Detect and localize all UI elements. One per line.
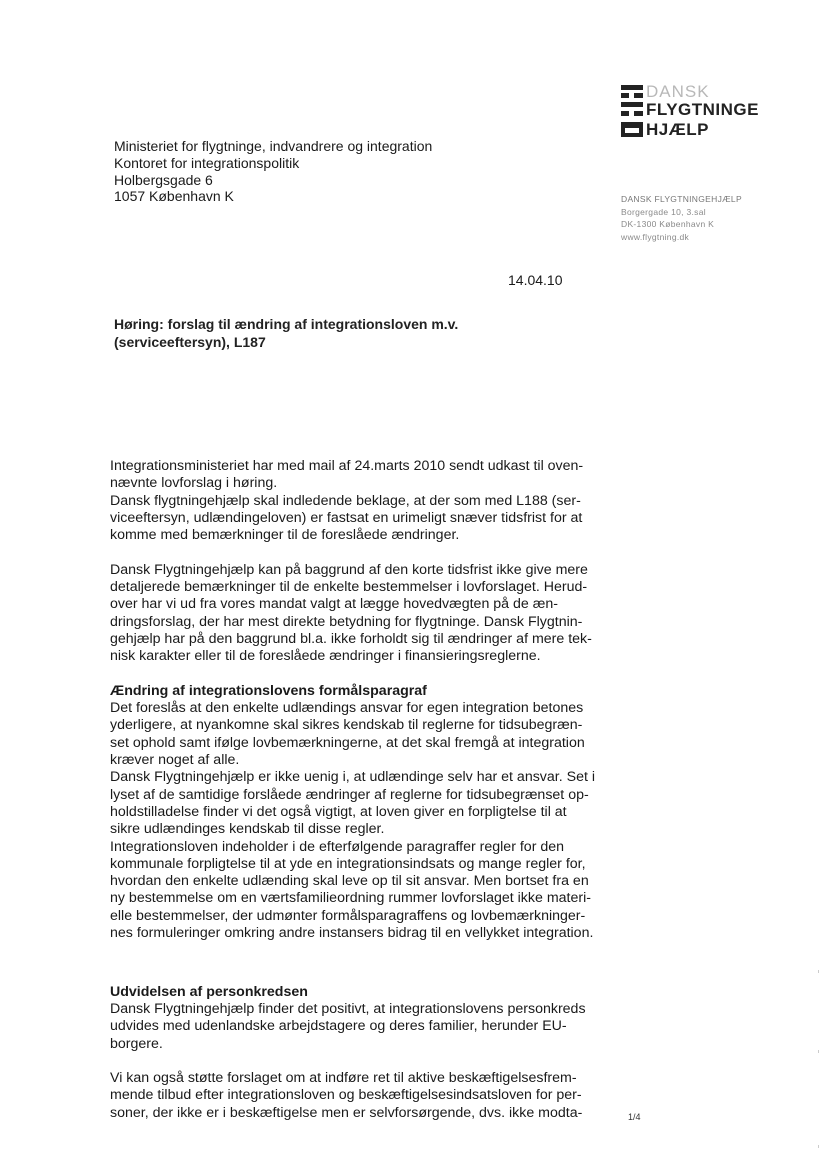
logo-text-hjaelp: HJÆLP xyxy=(646,120,709,139)
scan-artifact xyxy=(818,1050,819,1053)
paragraph-deadline xyxy=(110,562,630,666)
section-heading-purpose: Ændring af integrationslovens formålsparagraf xyxy=(110,682,427,699)
paragraph-employment xyxy=(110,1070,630,1122)
letter-body xyxy=(110,458,630,1122)
paragraph-purpose xyxy=(110,700,630,942)
text-line: kommunale forpligtelse til at yde en integrationsindsats og mange regler for, xyxy=(110,855,586,872)
text-line: ny bestemmelse om en værtsfamilieordning rummer lovforslaget ikke materi- xyxy=(110,890,591,907)
sender-address xyxy=(621,193,742,243)
text-line: Det foreslås at den enkelte udlændings ansvar for egen integration betones xyxy=(110,700,584,717)
text-line: udvides med udenlandske arbejdstagere og deres familier, herunder EU- xyxy=(110,1018,567,1035)
subject-line: (serviceeftersyn), L187 xyxy=(114,333,266,350)
sender-city: DK-1300 København K xyxy=(621,219,715,230)
paragraph-intro xyxy=(110,458,630,544)
text-line: lyset af de samtidige forslåede ændringer af reglerne for tidsubegrænset op- xyxy=(110,786,589,803)
text-line: komme med bemærkninger til de foreslåede ændringer. xyxy=(110,527,460,544)
text-line: nævnte lovforslag i høring. xyxy=(110,475,278,492)
text-line: detaljerede bemærkninger til de enkelte bestemmelser i lovforslaget. Herud- xyxy=(110,579,588,596)
text-line: gehjælp har på den baggrund bl.a. ikke forholdt sig til ændringer af mere tek- xyxy=(110,630,592,647)
page-number: 1/4 xyxy=(628,1112,641,1122)
text-line: Integrationsloven indeholder i de efterfølgende paragraffer regler for den xyxy=(110,838,565,855)
text-line: Dansk Flygtningehjælp kan på baggrund af den korte tidsfrist ikke give mere xyxy=(110,561,588,578)
section-heading-personkreds: Udvidelsen af personkredsen xyxy=(110,983,308,1000)
text-line: sikre udlændinges kendskab til disse regler. xyxy=(110,821,385,838)
recipient-line: Kontoret for integrationspolitik xyxy=(114,154,300,171)
text-line: dringsforslag, der har mest direkte betydning for flygtninge. Dansk Flygtnin- xyxy=(110,613,583,630)
sender-street: Borgergade 10, 3.sal xyxy=(621,206,706,217)
text-line: kræver noget af alle. xyxy=(110,752,240,769)
text-line: borgere. xyxy=(110,1035,163,1052)
recipient-line: Holbergsgade 6 xyxy=(114,171,213,188)
scan-artifact xyxy=(818,970,819,973)
scan-artifact xyxy=(818,1145,819,1148)
text-line: holdstilladelse finder vi det også vigtigt, at loven giver en forpligtelse til at xyxy=(110,803,567,820)
logo-text-dansk: DANSK xyxy=(646,82,710,101)
text-line: over har vi ud fra vores mandat valgt at lægge hovedvægten på de æn- xyxy=(110,596,558,613)
subject-line: Høring: forslag til ændring af integrationsloven m.v. xyxy=(114,316,459,332)
text-line: hvordan den enkelte udlænding skal leve op til sit ansvar. Men bortset fra en xyxy=(110,873,589,890)
text-line: viceeftersyn, udlændingeloven) er fastsat en urimeligt snæver tidsfrist for at xyxy=(110,509,583,526)
text-line: Dansk Flygtningehjælp er ikke uenig i, at udlændinge selv har et ansvar. Set i xyxy=(110,769,596,786)
text-line: Integrationsministeriet har med mail af 24.marts 2010 sendt udkast til oven- xyxy=(110,458,584,474)
text-line: soner, der ikke er i beskæftigelse men er selvforsørgende, dvs. ikke modta- xyxy=(110,1104,583,1121)
text-line: Vi kan også støtte forslaget om at indføre ret til aktive beskæftigelsesfrem- xyxy=(110,1070,577,1087)
letter-subject xyxy=(114,316,458,351)
recipient-address xyxy=(114,138,432,205)
sender-org-name: DANSK FLYGTNINGEHJÆLP xyxy=(621,194,742,204)
text-line: elle bestemmelser, der udmønter formålsparagraffens og lovbemærkninger- xyxy=(110,907,586,924)
text-line: nisk karakter eller til de foreslåede ændringer i finansieringsreglerne. xyxy=(110,648,541,665)
letter-date: 14.04.10 xyxy=(508,272,563,288)
sender-website: www.flygtning.dk xyxy=(621,231,690,242)
recipient-line: 1057 København K xyxy=(114,188,234,205)
paragraph-personkreds xyxy=(110,1001,630,1053)
text-line: set ophold samt ifølge lovbemærkningerne, at det skal fremgå at integration xyxy=(110,734,585,751)
logo-text-flygtninge: FLYGTNINGE xyxy=(646,100,759,119)
recipient-line: Ministeriet for flygtninge, indvandrere og integration xyxy=(114,138,433,154)
text-line: mende tilbud efter integrationsloven og beskæftigelsesindsatsloven for per- xyxy=(110,1087,582,1104)
text-line: yderligere, at nyankomne skal sikres kendskab til reglerne for tidsubegræn- xyxy=(110,717,583,734)
text-line: nes formuleringer omkring andre instansers bidrag til en vellykket integration. xyxy=(110,925,594,942)
text-line: Dansk flygtningehjælp skal indledende beklage, at der som med L188 (ser- xyxy=(110,492,581,509)
organization-logo xyxy=(621,82,771,142)
text-line: Dansk Flygtningehjælp finder det positivt, at integrationslovens personkreds xyxy=(110,1000,586,1017)
